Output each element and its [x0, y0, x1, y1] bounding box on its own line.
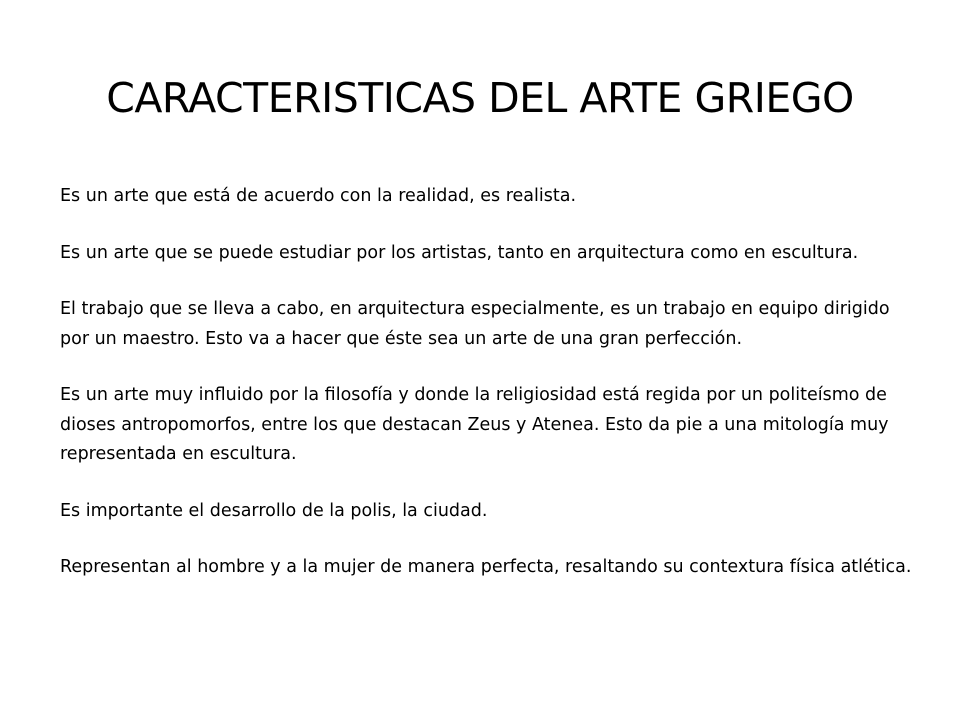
paragraph-representation: Representan al hombre y a la mujer de manera perfecta, resaltando su contextura física atlética.	[60, 557, 912, 577]
slide-title: CARACTERISTICAS DEL ARTE GRIEGO	[106, 74, 854, 122]
paragraph-realism: Es un arte que está de acuerdo con la realidad, es realista.	[60, 186, 577, 206]
paragraph-polis: Es importante el desarrollo de la polis, la ciudad.	[60, 500, 488, 521]
paragraph-study: Es un arte que se puede estudiar por los artistas, tanto en arquitectura como en escultura.	[60, 242, 859, 263]
paragraph-philosophy: Es un arte muy influido por la filosofía y donde la religiosidad está regida por un politeísmo de dioses antropomorfos, entre los que destacan Zeus y Atenea. Esto da pie a una mitología muy representada en escultura.	[60, 385, 889, 464]
paragraph-teamwork: El trabajo que se lleva a cabo, en arquitectura especialmente, es un trabajo en equipo dirigido por un maestro. Esto va a hacer que éste sea un arte de una gran perfección.	[60, 299, 890, 349]
slide-body	[60, 182, 918, 583]
